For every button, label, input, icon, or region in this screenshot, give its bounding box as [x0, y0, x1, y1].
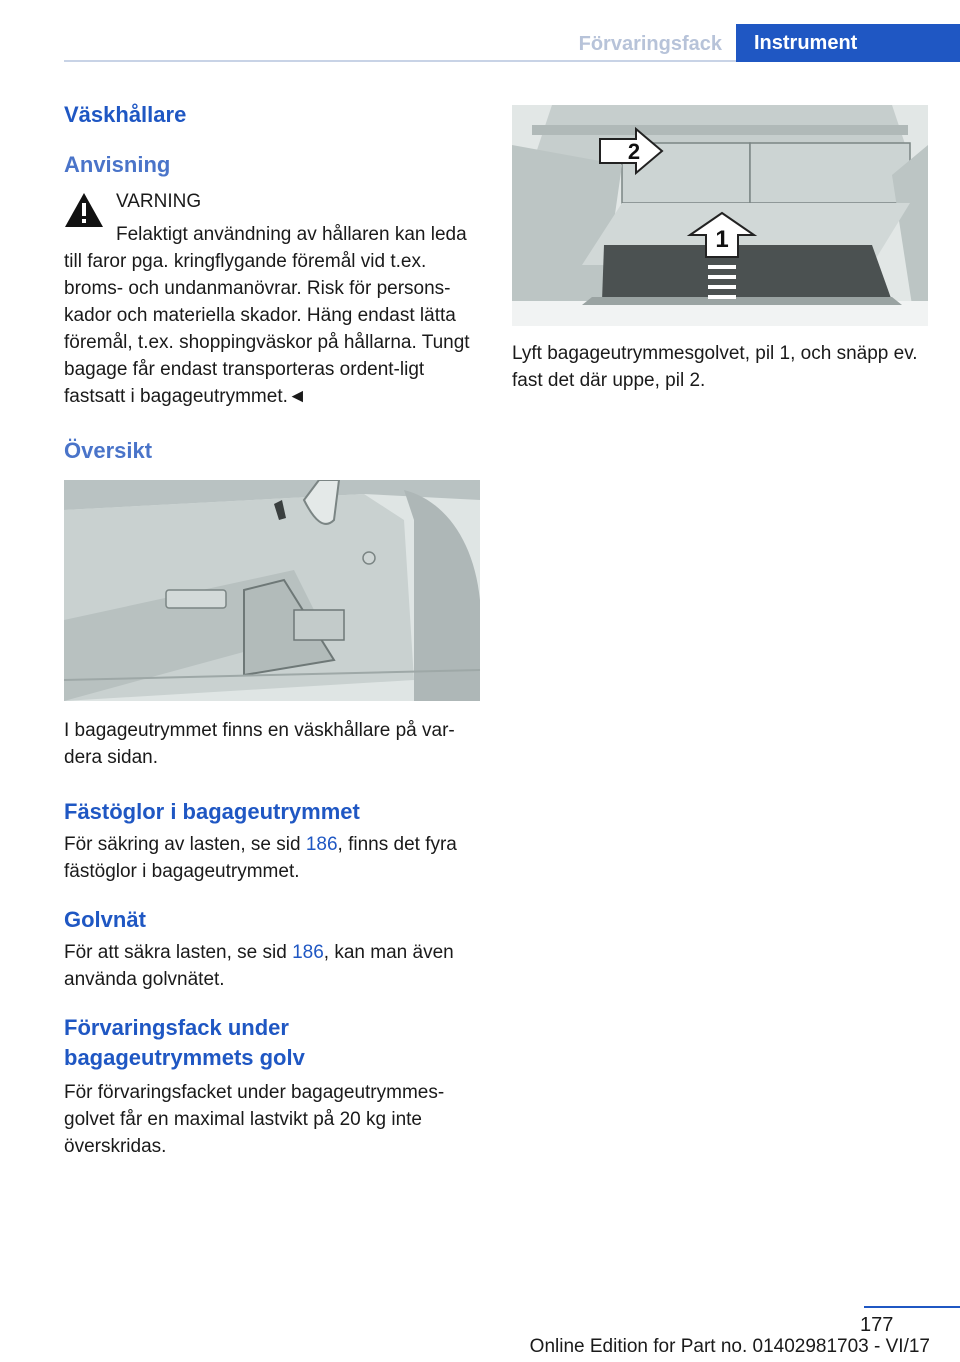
floor-net-title: Golvnät: [64, 907, 146, 932]
storage-text: För förvaringsfacket under bagageutrymmes-golvet får en maximal lastvikt på 20 kg inte överskridas.: [64, 1082, 445, 1157]
warning-icon: [64, 192, 104, 228]
trunk-floor-image: [512, 105, 928, 326]
edition-note: Online Edition for Part no. 01402981703 - VI/17: [529, 1336, 930, 1357]
arrow-label-2: 2: [627, 139, 641, 164]
bag-holder-title: Väskhållare: [64, 102, 187, 127]
arrow-label-1: 1: [715, 226, 729, 253]
tiedown-text-start: För säkring av lasten, se sid: [64, 834, 306, 855]
floor-net-page-link[interactable]: 186: [292, 942, 324, 963]
right-column: [512, 100, 928, 394]
footer-rule: [864, 1306, 960, 1308]
header-chapter-tab[interactable]: Instrument: [736, 24, 960, 62]
overview-caption: I bagageutrymmet finns en väskhållare på var-dera sidan.: [64, 720, 455, 768]
page-number: 177: [860, 1314, 894, 1336]
storage-title-line-1: Förvaringsfack under: [64, 1015, 289, 1040]
storage-title-line-2: bagageutrymmets golv: [64, 1045, 305, 1070]
header-section-tab[interactable]: Förvaringsfack: [578, 33, 722, 55]
left-column: [64, 100, 480, 1160]
trunk-side-image: [64, 480, 480, 701]
tiedown-text: [64, 831, 480, 885]
warning-text: Felaktigt användning av hållaren kan leda till faror pga. kringflygande föremål vid t.ex. broms- och undanmanövrar. Risk för persons-kador och materiella skador. Häng endast lätta föremål, t.ex. shoppingväskor på hållarna. Tungt bagage får endast transporteras ordent-ligt fastsatt i bagageutrymmet.◄: [64, 224, 470, 407]
overview-title: Översikt: [64, 438, 153, 463]
floor-caption: Lyft bagageutrymmesgolvet, pil 1, och snäpp ev. fast det där uppe, pil 2.: [512, 343, 918, 391]
floor-net-text-start: För att säkra lasten, se sid: [64, 942, 293, 963]
notice-title: Anvisning: [64, 152, 171, 177]
floor-net-text-end: , kan man även använda golvnätet.: [64, 942, 454, 990]
tiedown-title: Fästöglor i bagageutrymmet: [64, 799, 360, 824]
warning-block: [64, 188, 480, 410]
storage-title: [64, 1013, 480, 1073]
warning-label: VARNING: [116, 191, 202, 212]
tiedown-page-link[interactable]: 186: [305, 834, 338, 855]
floor-net-text: [64, 939, 480, 993]
tiedown-text-end: , finns det fyra fästöglor i bagageutrymmet.: [64, 834, 457, 882]
